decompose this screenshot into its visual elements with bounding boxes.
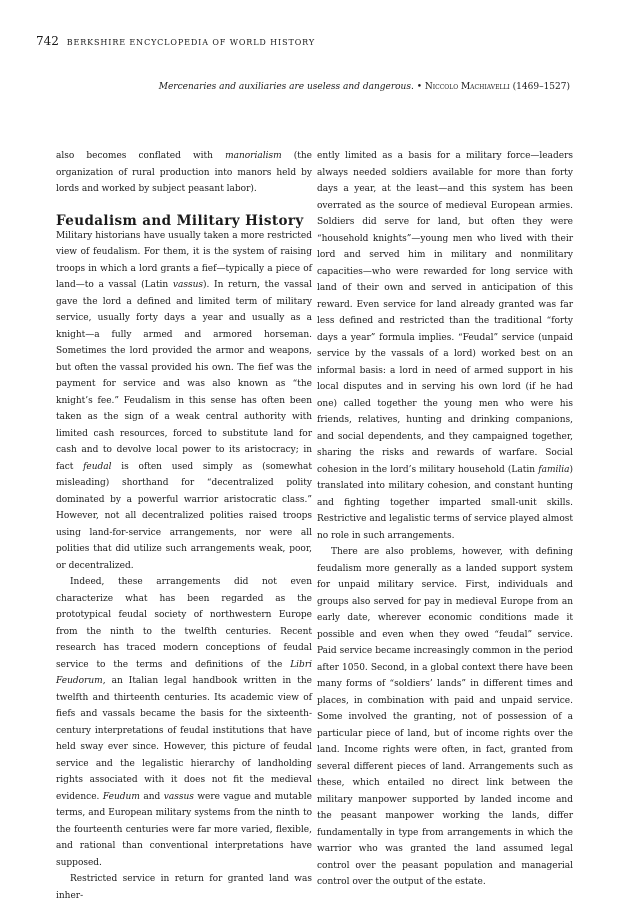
paragraph: ently limited as a basis for a military force—leaders always needed soldiers available for more than forty days a year, at the least—and this system has been overrated as the source of medieval European armies. Soldiers did serve for land, but often they were “household knights”—young men who lived with their lord and served him in military and nonmilitary capacities—who were rewarded for long service with land of their own and served in anticipation of this reward. Even service for land already granted was far less defined and restricted than the traditional “forty days a year” formula implies. “Feudal” service (unpaid service by the vassals of a lord) worked best on an informal basis: a lord in need of armed support in his local disputes and in serving his own lord (if he had one) called together the young men who were his friends, relatives, hunting and drinking companions, and social dependents, and they campaigned together, sharing the risks and rewards of warfare. Social cohesion in the lord’s military household (Latin familia) translated into military cohesion, and constant hunting and fighting together imparted small-unit skills. Restrictive and legalistic terms of service played almost no role in such arrangements. xyxy=(317,151,573,541)
paragraph: There are also problems, however, with defining feudalism more generally as a landed support system for unpaid military service. First, individuals and groups also served for pay in medieval Europe from an early date, wherever economic conditions made it possible and even when they owed “feudal” service. Paid service became increasingly common in the period after 1050. Second, in a global context there have been many forms of “soldiers’ lands” in different times and places, in combination with paid and unpaid service. Some involved the granting, not of possession of a particular piece of land, but of income rights over the land. Income rights were often, in fact, granted from several different pieces of land. Arrangements such as these, which entailed no direct link between the military manpower supported by landed income and the peasant manpower working the lands, differ fundamentally in type from arrangements in which the warrior who was granted the land assumed legal control over the peasant population and managerial control over the output of the estate. xyxy=(317,547,573,887)
epigraph xyxy=(36,82,570,92)
epigraph-separator: • xyxy=(413,82,425,92)
term-manorialism: manorialism xyxy=(225,151,282,161)
term-vassus: vassus xyxy=(172,280,203,290)
term-vassus: vassus xyxy=(163,791,194,802)
epigraph-quote: Mercenaries and auxiliaries are useless and dangerous. xyxy=(158,82,414,92)
section-heading: Feudalism and Military History xyxy=(56,212,304,229)
right-column xyxy=(317,148,573,891)
epigraph-attribution: Niccolo Machiavelli (1469–1527) xyxy=(424,82,570,92)
term-feudum: Feudum xyxy=(102,791,140,802)
paragraph: also becomes conflated with manorialism (the organization of rural production into manors held by lords and worked by subject peasant labor). xyxy=(56,151,312,194)
left-column xyxy=(56,148,312,904)
paragraph: Indeed, these arrangements did not even characterize what has been regarded as the prototypical feudal society of northwestern Europe from the ninth to the twelfth centuries. Recent research has traced modern conceptions of feudal service to the terms and definitions of the Libri Feudorum, an Italian legal handbook written in the twelfth and thirteenth centuries. Its academic view of fiefs and vassals became the basis for the sixteenth-century interpretations of feudal institutions that have held sway ever since. However, this picture of feudal service and the legalistic hierarchy of landholding rights associated with it does not fit the medieval evidence. Feudum and vassus were vague and mutable terms, and European military systems from the ninth to the fourteenth centuries were far more varied, flexible, and rational than conventional interpretations have supposed. xyxy=(56,577,312,868)
title-libri-feudorum: Libri Feudorum xyxy=(56,659,312,686)
term-familia: familia xyxy=(538,464,570,475)
running-title: BERKSHIRE ENCYCLOPEDIA OF WORLD HISTORY xyxy=(66,38,316,47)
running-header xyxy=(36,34,576,48)
term-feudal: feudal xyxy=(83,461,112,472)
paragraph: Military historians have usually taken a more restricted view of feudalism. For them, it is the system of raising troops in which a lord grants a fief—typically a piece of land—to a vassal (Latin vassus). In return, the vassal gave the lord a defined and limited term of military service, usually forty days a year and usually as a knight—a fully armed and armored horseman. Sometimes the lord provided the armor and weapons, but often the vassal provided his own. The fief was the payment for service and was also known as “the knight’s fee.” Feudalism in this sense has often been taken as the sign of a weak central authority with limited cash resources, forced to substitute land for cash and to devolve local power to its aristocracy; in fact feudal is often used simply as (somewhat misleading) shorthand for “decentralized polity dominated by a powerful warrior aristocratic class.” However, not all decentralized polities raised troops using land-for-service arrangements, nor were all polities that did utilize such arrangements weak, poor, or decentralized. xyxy=(56,230,312,571)
paragraph: Restricted service in return for granted land was inher- xyxy=(56,874,312,901)
page-number: 742 xyxy=(36,34,59,48)
